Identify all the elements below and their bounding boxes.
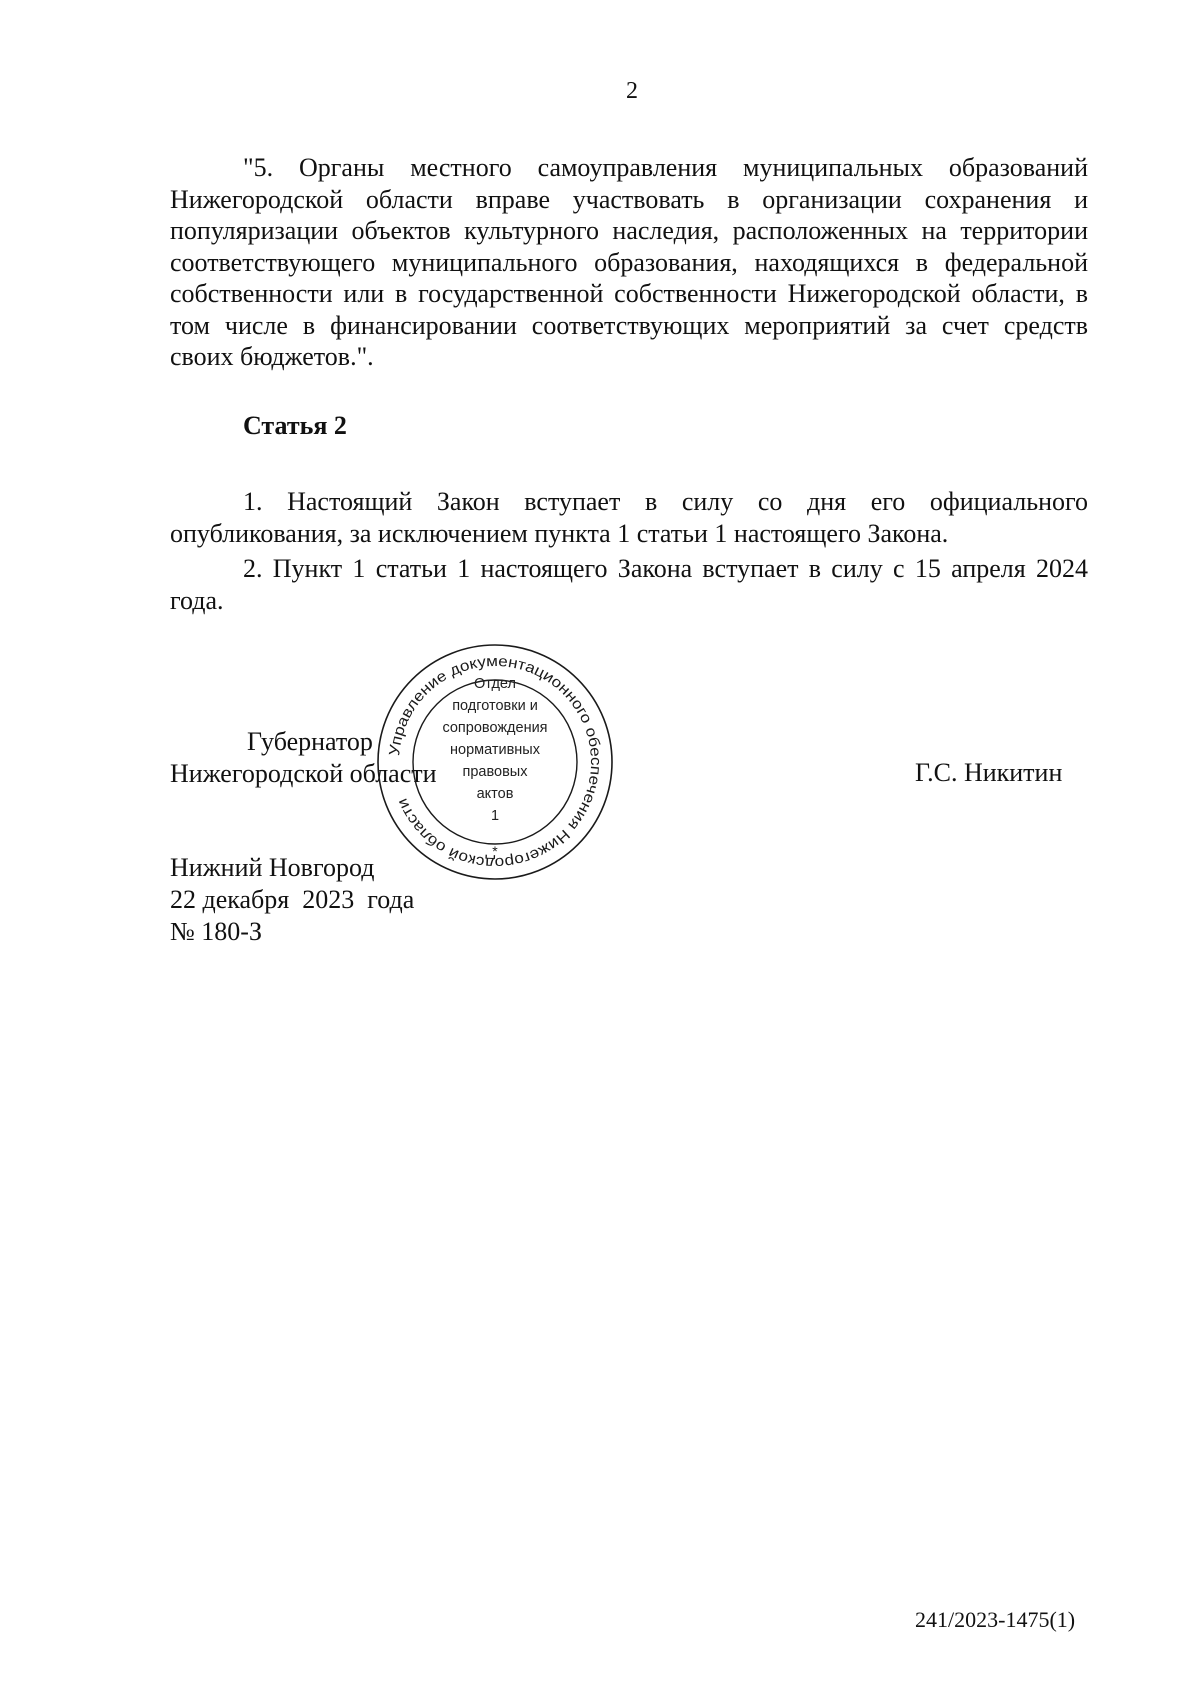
stamp-line: 1 [490,808,500,824]
stamp-star: * [492,843,498,859]
page-number: 2 [626,78,638,104]
stamp-line: сопровождения [442,720,548,736]
stamp-line: подготовки и [452,698,538,714]
stamp-ring-textpath: Управление документационного обеспечения Нижегородской области [386,652,605,872]
stamp-line: нормативных [450,742,540,758]
law-number: № 180-З [170,917,262,946]
signing-place: Нижний Новгород [170,853,375,882]
signatory-title-line-1: Губернатор [247,727,373,756]
article-clause-2: 2. Пункт 1 статьи 1 настоящего Закона вступает в силу с 15 апреля 2024 года. [170,554,1088,615]
article-clause-1: 1. Настоящий Закон вступает в силу со дня его официального опубликования, за исключением пункта 1 статьи 1 настоящего Закона. [170,487,1088,548]
document-code: 241/2023-1475(1) [915,1607,1076,1632]
amendment-paragraph: "5. Органы местного самоуправления муниципальных образований Нижегородской области вправе участвовать в организации сохранения и популяризации объектов культурного наследия, расположенных на территории соответствующего муниципального образования, находящихся в федеральной собственности или в государственной собственности Нижегородской области, в том числе в финансировании соответствующих мероприятий за счет средств своих бюджетов.". [170,153,1088,371]
place-date-block [170,852,414,948]
stamp-center-text [435,673,555,827]
stamp-line: Отдел [474,676,516,692]
stamp-line: правовых [462,764,528,780]
signatory-title-line-2: Нижегородской области [170,759,437,788]
official-stamp [375,642,615,882]
signatory-name: Г.С. Никитин [915,758,1063,787]
signing-date: 22 декабря 2023 года [170,885,415,914]
stamp-line: актов [476,786,514,802]
article-heading: Статья 2 [243,411,347,440]
